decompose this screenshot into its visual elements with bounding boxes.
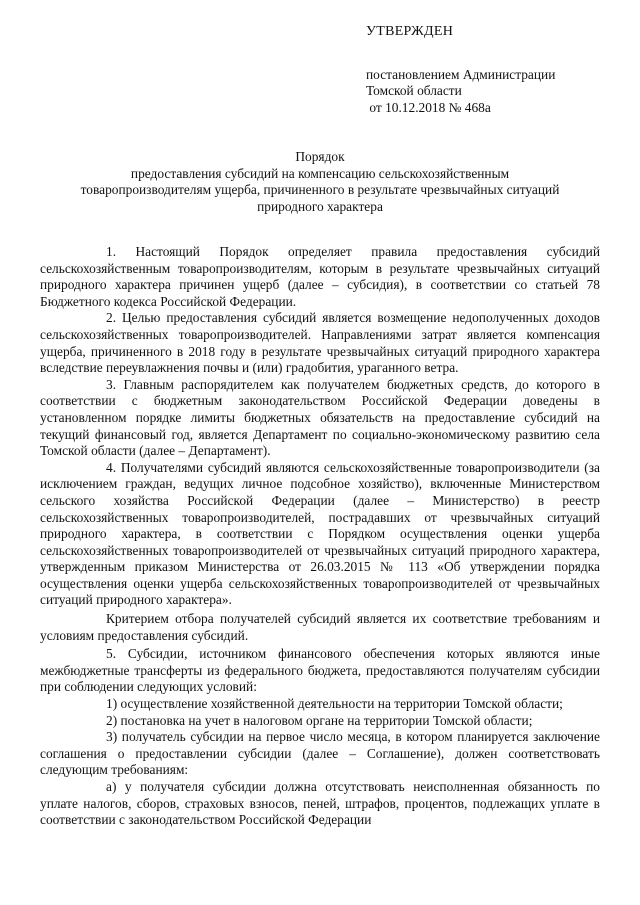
paragraph-3: 3. Главным распорядителем как получателем бюджетных средств, до которого в соответствии с бюджетным законодательством Российской Федерации доведены в установленном порядке лимиты бюджетных обязательств на предоставление субсидий на текущий финансовый год, является Департамент по социально-экономическому развитию села Томской области (далее – Департамент).	[40, 376, 600, 459]
document-subtitle-line-2: товаропроизводителям ущерба, причиненного в результате чрезвычайных ситуаций	[80, 182, 560, 198]
requirement-a: а) у получателя субсидии должна отсутствовать неисполненная обязанность по уплате налогов, сборов, страховых взносов, пеней, штрафов, процентов, подлежащих уплате в соответствии с законодательством Российской Федерации	[40, 779, 600, 828]
approval-line-3: от 10.12.2018 № 468а	[366, 99, 491, 115]
condition-1: 1) осуществление хозяйственной деятельности на территории Томской области;	[106, 696, 563, 712]
paragraph-5: 5. Субсидии, источником финансового обеспечения которых являются иные межбюджетные трансферты из федерального бюджета, предоставляются получателям субсидии при соблюдении следующих условий:	[40, 646, 600, 695]
approval-stamp	[366, 24, 626, 116]
condition-2: 2) постановка на учет в налоговом органе на территории Томской области;	[106, 712, 533, 728]
approval-line-2: Томской области	[366, 83, 462, 99]
document-subtitle-line-3: природного характера	[257, 198, 383, 214]
paragraph-1: 1. Настоящий Порядок определяет правила предоставления субсидий сельскохозяйственным товаропроизводителям, которым в результате чрезвычайных ситуаций природного характера причинен ущерб (далее – субсидия), в соответствии со статьей 78 Бюджетного кодекса Российской Федерации.	[40, 244, 600, 309]
document-body	[40, 244, 600, 829]
document-heading	[40, 149, 600, 215]
paragraph-2: 2. Целью предоставления субсидий является возмещение недополученных доходов сельскохозяйственных товаропроизводителей. Направлениями затрат является компенсация ущерба, причиненного в 2018 году в результате чрезвычайных ситуаций природного характера вследствие переувлажнения почвы и (или) градобития, ураганного ветра.	[40, 310, 600, 376]
condition-3: 3) получатель субсидии на первое число месяца, в котором планируется заключение соглашения о предоставлении субсидии (далее – Соглашение), должен соответствовать следующим требованиям:	[40, 729, 600, 778]
approval-line-1: постановлением Администрации	[366, 66, 556, 82]
paragraph-4: 4. Получателями субсидий являются сельскохозяйственные товаропроизводители (за исключением граждан, ведущих личное подсобное хозяйство), включенные Министерством сельского хозяйства Российской Федерации (далее – Министерство) в реестр сельскохозяйственных товаропроизводителей, пострадавших от чрезвычайных ситуаций природного характера, в соответствии с Порядком осуществления оценки ущерба сельскохозяйственных товаропроизводителей от чрезвычайных ситуаций природного характера, утвержденным приказом Министерства от 26.03.2015 № 113 «Об утверждении порядка осуществления оценки ущерба сельскохозяйственных товаропроизводителей от чрезвычайных ситуаций природного характера».	[40, 459, 600, 608]
document-subtitle-line-1: предоставления субсидий на компенсацию сельскохозяйственным	[130, 165, 510, 181]
approval-title: УТВЕРЖДЕН	[366, 24, 454, 39]
paragraph-criterion: Критерием отбора получателей субсидий является их соответствие требованиям и условиям предоставления субсидий.	[40, 611, 600, 643]
document-title: Порядок	[295, 149, 345, 164]
